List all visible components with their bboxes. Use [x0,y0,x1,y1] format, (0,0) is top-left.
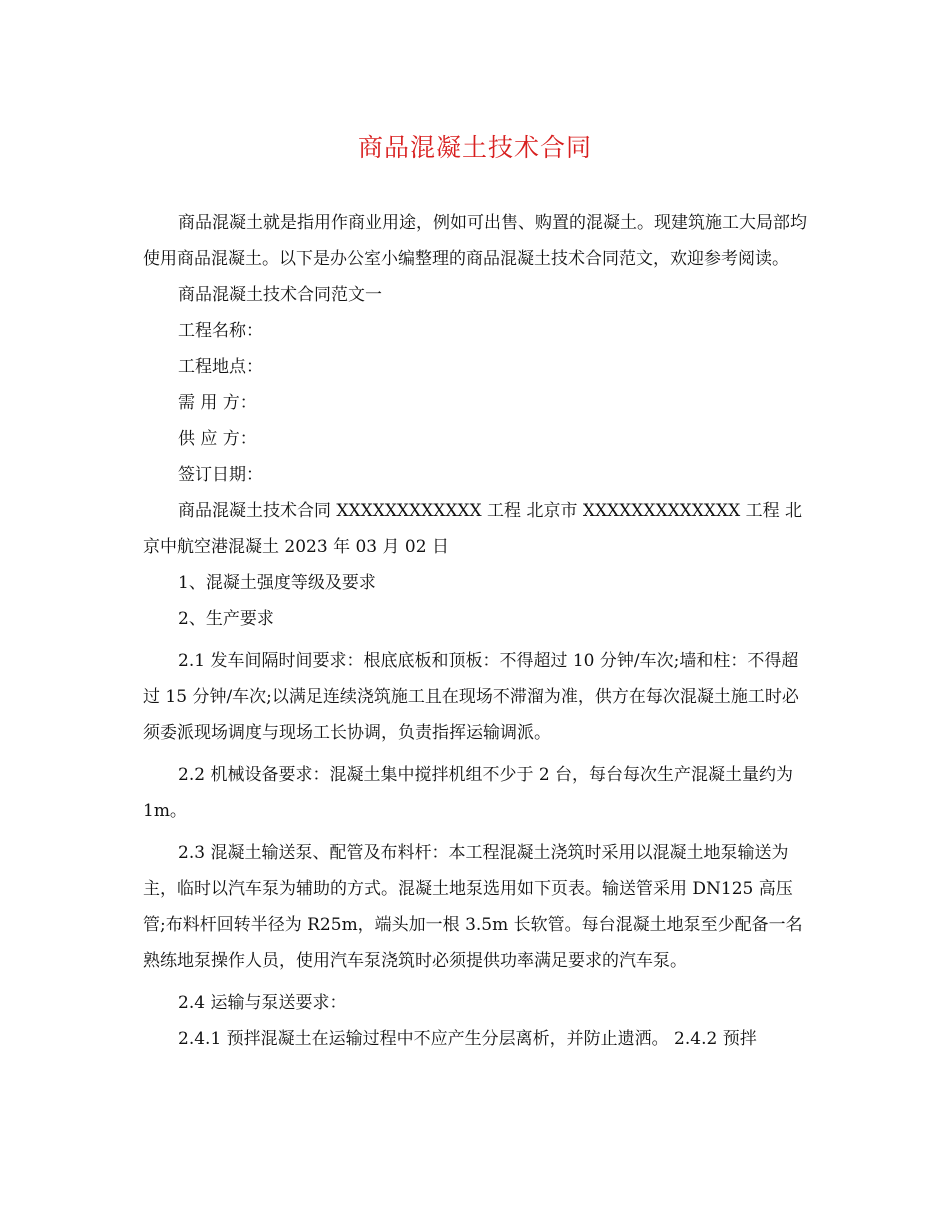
section-heading: 商品混凝土技术合同范文一 [178,285,382,305]
field-project-name: 工程名称： [178,321,263,341]
clause-2-1-paragraph: 2.1 发车间隔时间要求：根底底板和顶板：不得超过 10 分钟/车次;墙和柱：不得超过 15 分钟/车次;以满足连续浇筑施工且在现场不滞溜为准，供方在每次混凝土施工时必须委派现场调度与现场工长协调，负责指挥运输调派。 [143,651,799,743]
clause-2-4-heading: 2.4 运输与泵送要求： [178,993,347,1013]
field-project-location: 工程地点： [178,357,263,377]
field-supplier: 供 应 方： [178,429,257,449]
field-buyer: 需 用 方： [178,393,257,413]
clause-2-3-paragraph: 2.3 混凝土输送泵、配管及布料杆：本工程混凝土浇筑时采用以混凝土地泵输送为主，临时以汽车泵为辅助的方式。混凝土地泵选用如下页表。输送管采用 DN125 高压管;布料杆回转半径为 R25m，端头加一根 3.5m 长软管。每台混凝土地泵至少配备一名熟练地泵操作人员，使用汽车泵浇筑时必须提供功率满足要求的汽车泵。 [143,843,803,971]
clause-2-4-1-paragraph: 2.4.1 预拌混凝土在运输过程中不应产生分层离析，并防止遗洒。 2.4.2 预拌 [178,1029,757,1049]
contract-summary-paragraph: 商品混凝土技术合同 XXXXXXXXXXXX 工程 北京市 XXXXXXXXXXXXX 工程 北京中航空港混凝土 2023 年 03 月 02 日 [143,501,802,557]
intro-paragraph: 商品混凝土就是指用作商业用途，例如可出售、购置的混凝土。现建筑施工大局部均使用商品混凝土。以下是办公室小编整理的商品混凝土技术合同范文，欢迎参考阅读。 [143,213,807,269]
field-sign-date: 签订日期： [178,465,263,485]
document-body [143,205,809,1057]
clause-1-heading: 1、混凝土强度等级及要求 [178,573,376,593]
clause-2-2-paragraph: 2.2 机械设备要求：混凝土集中搅拌机组不少于 2 台，每台每次生产混凝土量约为 1m。 [143,765,794,821]
clause-2-heading: 2、生产要求 [178,609,274,629]
document-title: 商品混凝土技术合同 [357,133,592,162]
